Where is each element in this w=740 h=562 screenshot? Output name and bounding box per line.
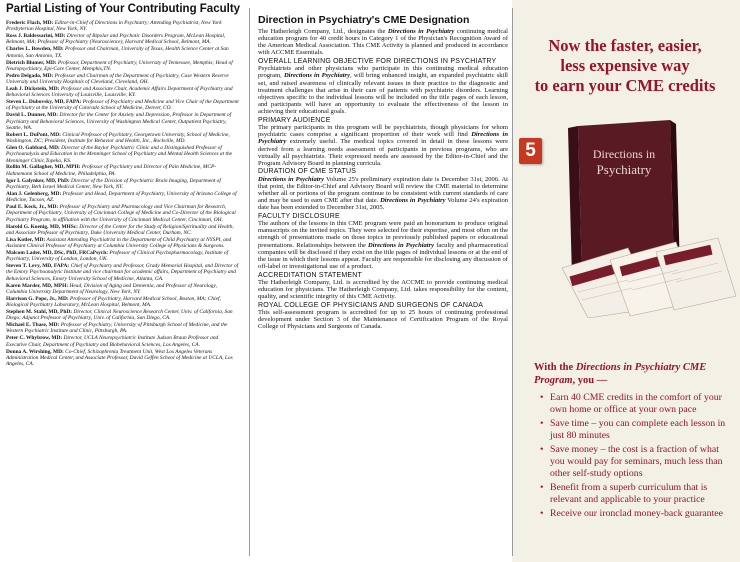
- faculty-description: Director of the Baylor Psychiatric Clinic and a Distinguished Professor of Psychoanalysis and Education in the Menninger School of Psychiatry and Mental Health Sciences at the Menninger Clinic,Topeka, KS.: [6, 144, 233, 164]
- faculty-entry: [6, 178, 239, 191]
- promo-headline: [520, 36, 730, 96]
- faculty-description: Professor of Psychiatry, University of Pittsburgh School of Medicine, and the Western Psychiatric Institute and Clinic, Pittsburgh, PA.: [6, 322, 228, 335]
- faculty-name: Michael E. Thase, MD:: [6, 322, 60, 329]
- faculty-description: Assistant Attending Psychiatrist in the Department of Child Psychiatry at NYSPI, and Assistant Clinical Professor of Psychiatry at Columbia University College of Physicians & Surgeons.: [6, 236, 232, 249]
- faculty-entry: [6, 204, 239, 223]
- faculty-name: Igor I. Galynker, MD, PhD:: [6, 177, 70, 184]
- audience-paragraph: The primary participants in this program will be psychiatrists, though physicians for whom psychiatric cases comprise a significant proportion of their work will find Directions in Psychiatry extremely useful. The medical topics covered in detail in these lessons were derived from a learning needs assessment of participants in previous programs, who are virtually all psychiatrists. Their expressed needs are assessed by the Editor-in-Chief and the Program Advisory Board in planning curricula.: [258, 124, 509, 167]
- faculty-description: Professor of Psychiatry, Harvard Medical School, Boston, MA; Chief, Biological Psychiatry Laboratory, McLean Hospital, Belmont, MA.: [6, 295, 221, 309]
- faculty-description: Professor of Psychiatry and Pharmacology and Vice Chairman for Research, Department of Psychiatry, University of Cincinnati College of Medicine and Co-Director of the Biological Psychiatry Program, in affiliation with the University of Cincinnati Medical Center, Cincinnati, OH.: [6, 204, 236, 223]
- faculty-name: Ross J. Baldessarini, MD:: [6, 33, 66, 40]
- disclosure-paragraph: The authors of the lessons in this CME program were paid an honorarium to produce original manuscripts on the invited topics. They were selected for their expertise, and most often on the strength of presentations made on those topics in previously published papers or educational presentations. Relationships between the Directions in Psychiatry faculty and pharmaceutical companies will be disclosed if they exist on the title pages of individual lessons or at the end of the issue in which their lessons appear. Faculty are responsible for disclosing any discussion of off-label or investigational use of a product.: [258, 220, 509, 270]
- royal-college-paragraph: This self-assessment program is accredited for up to 25 hours of continuing professional development under Section 3 of the Maintenance of Certification Program of the Royal College of Physicians and Surgeons of Canada.: [258, 308, 508, 331]
- designation-title: Direction in Psychiatry's CME Designation: [258, 14, 470, 26]
- faculty-description: Director of the Division of Psychiatric Brain Imaging, Department of Psychiatry, Beth Israel Medical Center, New York, NY.: [6, 177, 221, 190]
- faculty-entry: [6, 309, 239, 322]
- faculty-description: Professor, Department of Psychiatry, University of Tennessee, Memphis; Head of Neuropsychiatry, Epi-Care Center, Memphis,TN.: [6, 59, 233, 72]
- faculty-description: Head, Division of Aging and Dementia, and Professor of Neurology, Columbia University Department of Neurology, New York, NY.: [6, 282, 217, 295]
- faculty-entry: [6, 73, 239, 86]
- faculty-description: Clinical Professor of Psychiatry, Georgetown University, School of Medicine, Washington, DC; President, Institute for Behavior and Health, Inc., Rockville, MD.: [6, 131, 230, 145]
- benefit-item: • Save time – you can complete each lesson in just 80 minutes: [540, 418, 736, 443]
- faculty-name: Charles L. Bowden, MD:: [6, 46, 64, 53]
- section-heading-objective: OVERALL LEARNING OBJECTIVE FOR DIRECTIONS IN PSYCHIATRY: [258, 58, 497, 66]
- section-heading-duration: DURATION OF CME STATUS: [258, 168, 357, 176]
- faculty-entry: [6, 33, 239, 46]
- faculty-entry: [6, 283, 239, 296]
- faculty-list: [6, 20, 239, 368]
- faculty-name: Steven T. Levy, MD, FAPA:: [6, 263, 70, 270]
- designation-paragraph: The Hatherleigh Company, Ltd., designates the Directions in Psychiatry continuing medical education program for 40 credit hours in Category 1 of the Physician's Recognition Award of the American Medical Association. This CME Activity is planned and produced in accordance with ACCME Essentials.: [258, 28, 508, 57]
- faculty-description: Chief of Psychiatry and Professor, Grady Memorial Hospital, and Director of the Emory Psychoanalytic Institute and vice chairman for academic affairs, Department of Psychiatry and Behavioral Sciences, Emory University School of Medicine, Atlanta, GA.: [6, 263, 239, 282]
- section-heading-audience: PRIMARY AUDIENCE: [258, 116, 331, 124]
- faculty-entry: [6, 86, 239, 99]
- faculty-entry: [6, 112, 239, 131]
- faculty-entry: [6, 164, 239, 177]
- section-heading-disclosure: FACULTY DISCLOSURE: [258, 212, 340, 220]
- benefit-item: • Earn 40 CME credits in the comfort of your own home or office at your own pace: [540, 392, 736, 417]
- faculty-name: Dietrich Blumer, MD:: [6, 59, 57, 66]
- faculty-entry: [6, 60, 239, 73]
- faculty-name: Harrison G. Pope, Jr., MD:: [6, 295, 69, 302]
- faculty-entry: [6, 263, 239, 282]
- faculty-entry: [6, 145, 239, 164]
- designation-body: [258, 28, 508, 330]
- faculty-entry: [6, 296, 239, 309]
- faculty-name: Malcom Lader, MD, DSc, PhD, FRCaPsych:: [6, 249, 109, 256]
- benefit-item: • Receive our ironclad money-back guarantee: [540, 508, 736, 520]
- binder-title-line: Directions in: [592, 147, 656, 161]
- faculty-description: Director for the Center for Anxiety and Depression, Professor in Department of Psychiatry and Behavioral Sciences, University of Washington Medical Center, Outpatient Psychiatry, Seattle, WA.: [6, 112, 232, 131]
- column-divider: [249, 8, 250, 556]
- faculty-entry: [6, 322, 239, 335]
- faculty-name: Rollin M. Gallagher, MD, MPH:: [6, 164, 81, 171]
- faculty-description: Professor and Head, Department of Psychiatry, University of Arizona College of Medicine, Tucson, AZ.: [6, 190, 237, 204]
- faculty-name: Alan J. Gelenberg, MD:: [6, 190, 62, 197]
- binder-product-image: [558, 120, 738, 318]
- faculty-name: Lisa Kotler, MD:: [6, 236, 46, 243]
- promo-lead-text: With the Directions in Psychiatry CME Program, you —: [534, 362, 707, 386]
- faculty-description: Professor and Associate Chair, Academic Affairs Department of Psychiatry and Behavioral Sciences University of Louisville, Louisville, KY.: [6, 85, 233, 99]
- faculty-entry: [6, 335, 239, 348]
- faculty-entry: [6, 237, 239, 250]
- faculty-name: Leah J. Dickstein, MD:: [6, 85, 60, 92]
- faculty-entry: [6, 46, 239, 59]
- faculty-description: Professor of Psychiatry and Director of Pain Medicine, MCP-Hahnemann School of Medicine, Philadelphia, PA.: [6, 164, 217, 177]
- benefits-list: [540, 392, 736, 521]
- faculty-description: Professor and Chairman, University of Texas, Health Science Center at San Antonio, San Antonio, TX.: [6, 46, 229, 59]
- faculty-entry: [6, 99, 239, 112]
- faculty-name: Steven L. Dubovsky, MD, FAPA:: [6, 99, 82, 106]
- column-divider: [512, 8, 513, 556]
- faculty-name: Glen O. Gabbard, MD:: [6, 144, 60, 151]
- benefit-item: • Save money – the cost is a fraction of what you would pay for seminars, much less than other self-study options: [540, 444, 736, 481]
- faculty-name: Frederic Flach, MD:: [6, 20, 54, 26]
- faculty-description: Editor-in-Chief of Directions in Psychiatry; Attending Psychiatrist, New York Presbyterian Hospital, New York, NY.: [6, 20, 222, 33]
- faculty-description: Professor and Chairman of the Department of Psychiatry, Case Western Reserve University and University Hospitals of Cleveland, Cleveland, OH.: [6, 72, 229, 86]
- faculty-entry: [6, 349, 239, 368]
- faculty-name: Paul E. Keck, Jr., MD:: [6, 204, 59, 211]
- faculty-name: Pedro Delgado, MD:: [6, 72, 54, 79]
- section-heading-accreditation: ACCREDITATION STATEMENT: [258, 271, 363, 279]
- faculty-description: Co-Chief, Schizophrenia Treatment Unit, West Los Angeles Veterans Administration Medical Center, and Associate Professor, David Geffen School of Medicine at UCLA, Los Angeles, CA.: [6, 348, 233, 368]
- benefit-item: • Benefit from a superb curriculum that is relevant and applicable to your practice: [540, 482, 736, 507]
- section-heading-royal-college: ROYAL COLLEGE OF PHYSICIANS AND SURGEONS OF CANADA: [258, 301, 484, 309]
- faculty-name: Peter C. Whybrow, MD:: [6, 335, 63, 342]
- faculty-entry: [6, 250, 239, 263]
- faculty-description: Director, UCLA Neuropsychiatric Institute Judson Braun Professor and Executive Chair, Department of Psychiatry and Biobehavioral Sciences, Los Angeles, CA.: [6, 335, 219, 348]
- headline-line: Now the faster, easier,: [548, 36, 702, 55]
- accreditation-paragraph: The Hatherleigh Company, Ltd. is accredited by the ACCME to provide continuing medical education for physicians. The Hatherleigh Company, Ltd. takes responsibility for the content, quality, and scientific integrity of this CME Activity.: [258, 278, 508, 301]
- faculty-description: Professor of Clinical Psychopharmacology, Institute of Psychiatry, University of London, London, UK.: [6, 249, 229, 263]
- faculty-name: Donna A. Wirshing, MD:: [6, 348, 64, 355]
- faculty-entry: [6, 224, 239, 237]
- faculty-entry: [6, 20, 239, 33]
- faculty-entry: [6, 191, 239, 204]
- headline-line: to earn your CME credits: [534, 76, 716, 95]
- faculty-name: David L. Dunner, MD:: [6, 112, 59, 119]
- faculty-name: Stephen M. Stahl, MD, PhD:: [6, 308, 73, 315]
- binder-title-line: Psychiatry: [596, 162, 652, 177]
- faculty-description: Professor of Psychiatry and Medicine and Vice Chair of the Department of Psychiatry at the University of Colorado School of Medicine, Denver, CO.: [6, 99, 239, 112]
- faculty-description: Director of Bipolar and Psychotic Disorders Program, McLean Hospital, Belmont, MA; Professor of Psychiatry (Neuroscience), Harvard Medical School, Belmont, MA.: [6, 33, 226, 46]
- duration-paragraph: Directions in Psychiatry Volume 25's preliminary expiration date is December 31st, 2006. At that point, the Editor-in-Chief and Advisory Board will review the CME material to determine whether all or portions of the program continue to be consistent with current standards of care and may be used to earn CME after that date. Directions in Psychiatry Volume 24's expiration date has been extended to December 31st, 2005.: [258, 175, 509, 212]
- faculty-title: Partial Listing of Your Contributing Faculty: [6, 3, 241, 15]
- faculty-name: Karen Marder, MD, MPH:: [6, 282, 69, 289]
- headline-line: less expensive way: [560, 56, 690, 75]
- faculty-description: Director, Clinical Neuroscience Research Center, Univ. of California, San Diego; Adjunct Professor of Psychiatry, Univ. of California, San Diego, CA.: [6, 308, 233, 322]
- faculty-name: Harold G. Koenig, MD, MHSc:: [6, 223, 78, 230]
- faculty-entry: [6, 132, 239, 145]
- number-badge: 5: [519, 138, 542, 164]
- objective-paragraph: Psychiatrists and other physicians who participate in this continuing medical education program, Directions in Psychiatry, will bring enhanced insight, an expanded psychiatric skill set, and raised awareness of clinically relevant issues in their practice to the diagnostic and treatment challenges that arise in their care of patients with psychiatric disorders. Learning objectives specific to the individual lessons will be included on the title pages of each lesson, and participants will have an opportunity to evaluate the effectiveness of the lesson in achieving their educational goals.: [258, 65, 508, 116]
- faculty-name: Robert L. DuPont, MD:: [6, 131, 61, 138]
- faculty-description: Director of the Center for the Study of Religion/Spirituality and Health, and Associate Professor of Psychiatry, Duke University Medical Center, Durham, NC.: [6, 223, 234, 236]
